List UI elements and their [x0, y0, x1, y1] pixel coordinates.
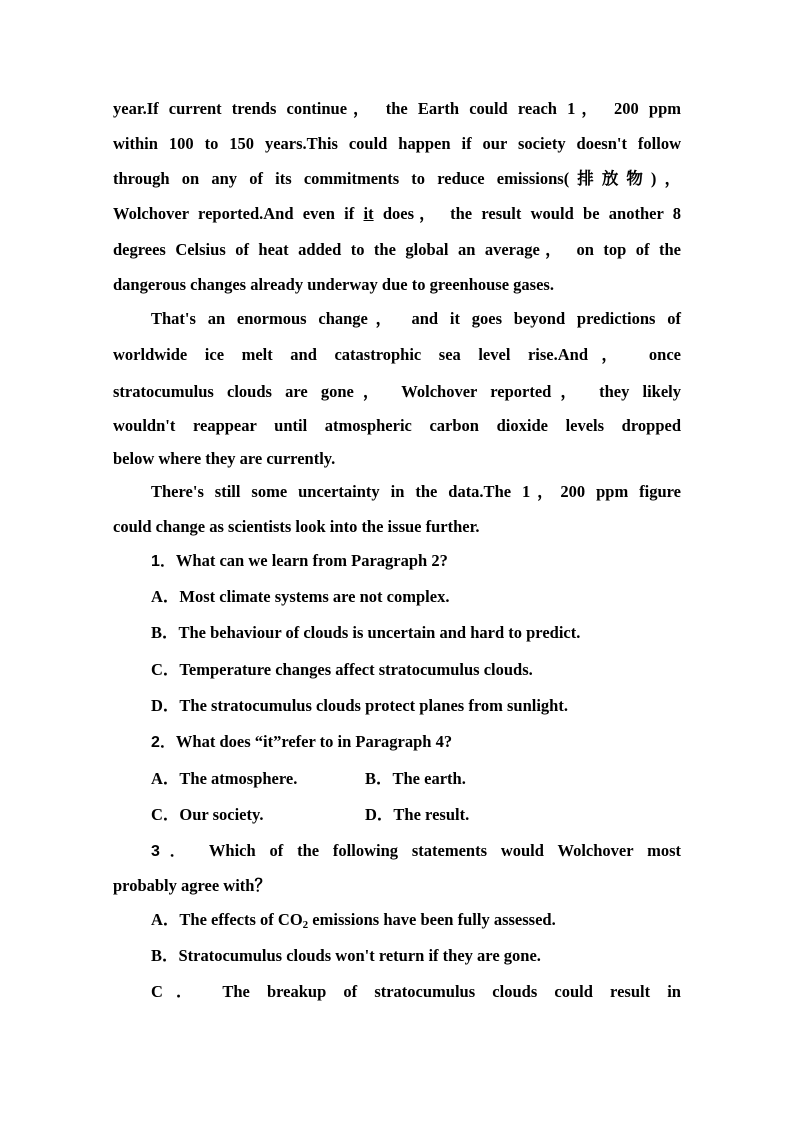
passage-line: within 100 to 150 years.This could happen if our society doesn't follow [113, 134, 681, 153]
option-d: D．The result. [365, 805, 470, 824]
question-text: What does “it”refer to in Paragraph 4? [175, 732, 453, 751]
passage-line: worldwide ice melt and catastrophic sea level rise.And， once [113, 345, 681, 364]
option-a [151, 910, 681, 930]
option-c: C． The breakup of stratocumulus clouds could result in [151, 982, 681, 1001]
option-a: A．Most climate systems are not complex. [151, 587, 450, 606]
passage-line: dangerous changes already underway due to greenhouse gases. [113, 275, 554, 294]
passage-line: degrees Celsius of heat added to the global an average， on top of the [113, 240, 681, 259]
option-b: B．Stratocumulus clouds won't return if they are gone. [151, 946, 541, 965]
option-b: B．The behaviour of clouds is uncertain and hard to predict. [151, 623, 581, 642]
option-text: emissions have been fully assessed. [308, 910, 556, 929]
passage-text: does， the result would be another 8 [373, 204, 681, 223]
option-c: C．Temperature changes affect stratocumulus clouds. [151, 660, 533, 679]
passage-line: below where they are currently. [113, 449, 336, 468]
passage-line: wouldn't reappear until atmospheric carbon dioxide levels dropped [113, 416, 681, 435]
option-d: D．The stratocumulus clouds protect planes from sunlight. [151, 696, 568, 715]
passage-text: Wolchover reported.And even if [113, 204, 364, 223]
question-number: 1． [151, 553, 176, 570]
question-number: 2． [151, 734, 176, 751]
passage-line: stratocumulus clouds are gone， Wolchover reported， they likely [113, 382, 681, 401]
option-text: A．The effects of CO [151, 910, 303, 929]
question-stem [151, 551, 681, 572]
passage-line: could change as scientists look into the issue further. [113, 517, 480, 536]
option-b: B．The earth. [365, 769, 466, 788]
passage-line: There's still some uncertainty in the data.The 1，200 ppm figure [151, 482, 681, 501]
passage-line [113, 204, 681, 224]
question-stem [151, 841, 681, 862]
question-stem-continued: probably agree with？ [113, 876, 271, 895]
option-a: A．The atmosphere. [151, 769, 298, 788]
underlined-word-it: it [363, 204, 374, 223]
question-stem [151, 732, 681, 753]
passage-line: That's an enormous change， and it goes beyond predictions of [151, 309, 681, 328]
passage-line: year.If current trends continue， the Earth could reach 1， 200 ppm [113, 99, 681, 118]
subscript: 2 [302, 919, 309, 931]
passage-line: through on any of its commitments to reduce emissions(排放物)， [113, 169, 681, 188]
question-number: 3． [151, 843, 196, 860]
question-text: Which of the following statements would Wolchover most [208, 841, 681, 860]
option-c: C．Our society. [151, 805, 264, 824]
question-text: What can we learn from Paragraph 2? [175, 551, 448, 570]
